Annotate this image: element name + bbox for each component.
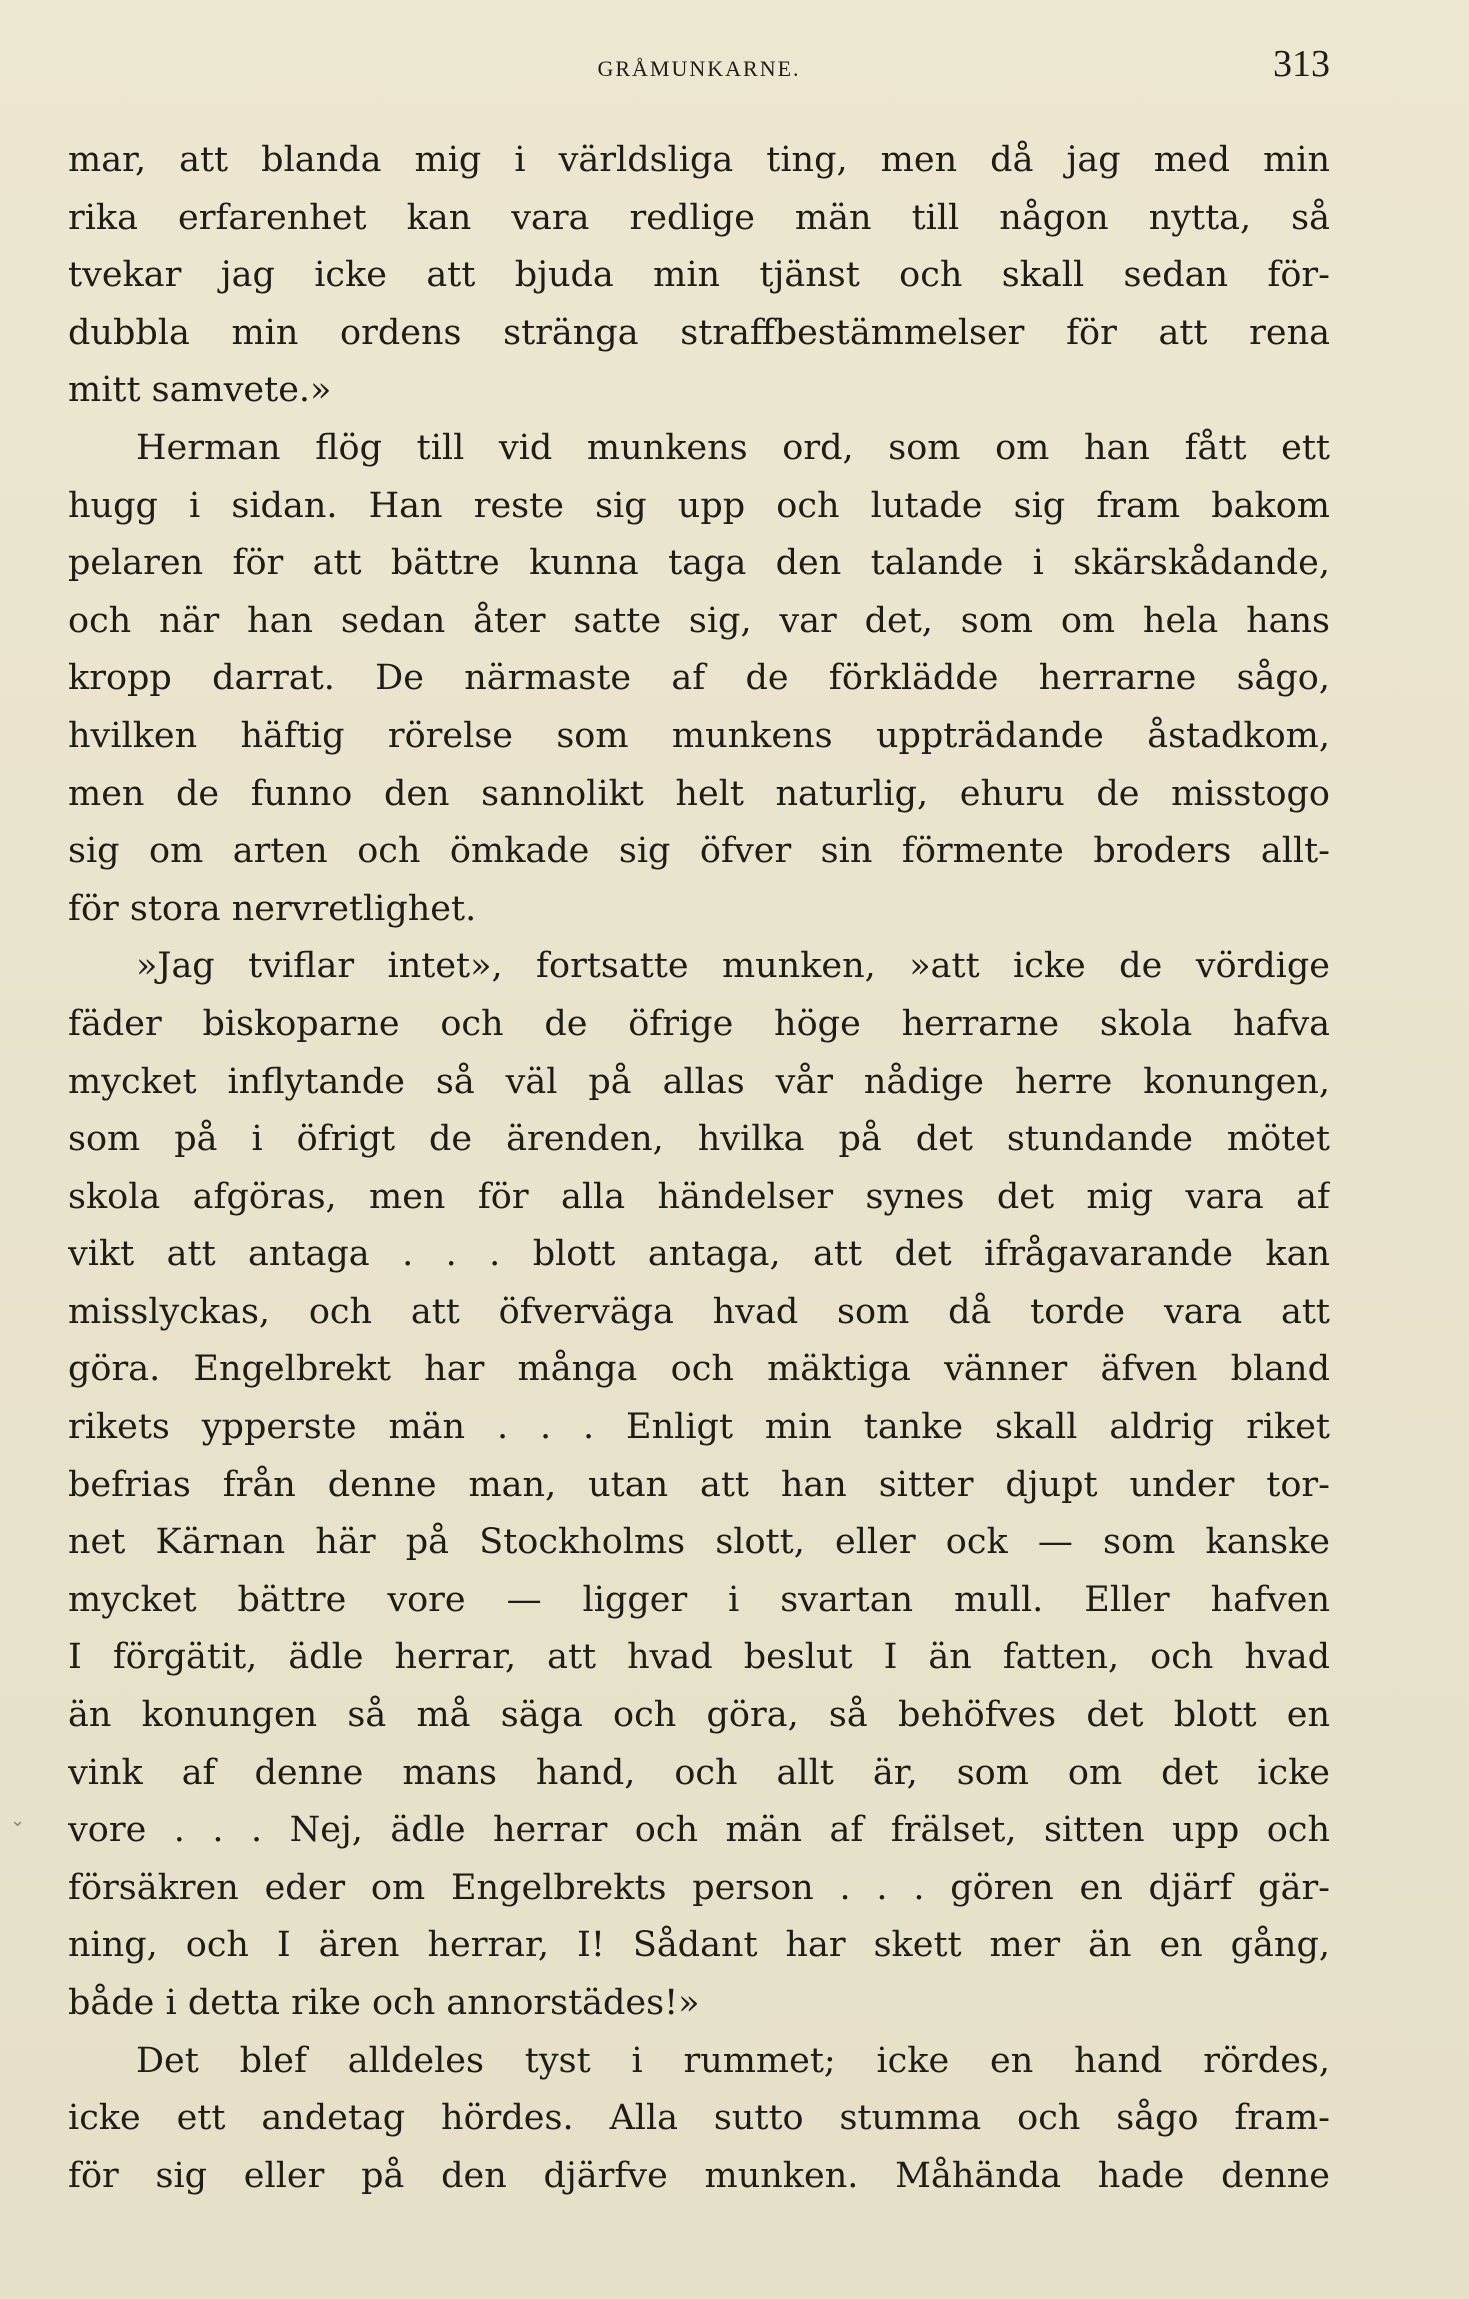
text-line: tvekar jag icke att bjuda min tjänst och skall sedan för- [68, 255, 1330, 296]
text-line: vikt att antaga . . . blott antaga, att det ifrågavarande kan [68, 1234, 1330, 1275]
text-line: rikets ypperste män . . . Enligt min tanke skall aldrig riket [68, 1407, 1330, 1448]
text-line: pelaren för att bättre kunna taga den talande i skärskådande, [68, 543, 1330, 584]
paragraph-end-line: både i detta rike och annorstädes!» [68, 1983, 700, 2023]
text-line: än konungen så må säga och göra, så behöfves det blott en [68, 1695, 1330, 1736]
text-line: ning, och I ären herrar, I! Sådant har skett mer än en gång, [68, 1925, 1330, 1966]
text-line: och när han sedan åter satte sig, var det, som om hela hans [68, 600, 1330, 641]
text-line: I förgätit, ädle herrar, att hvad beslut I än fatten, och hvad [68, 1637, 1330, 1678]
text-line: befrias från denne man, utan att han sitter djupt under tor- [68, 1464, 1330, 1505]
paragraph-end-line: för stora nervretlighet. [68, 888, 477, 929]
text-line: rika erfarenhet kan vara redlige män till någon nytta, så [68, 197, 1330, 238]
text-line: misslyckas, och att öfverväga hvad som då torde vara att [68, 1291, 1330, 1332]
text-line: vore . . . Nej, ädle herrar och män af frälset, sitten upp och [68, 1810, 1330, 1851]
paragraph-start-line: Herman flög till vid munkens ord, som om han fått ett [136, 427, 1330, 468]
paragraph-end-line: mitt samvete.» [68, 370, 332, 411]
text-line: skola afgöras, men för alla händelser synes det mig vara af [68, 1176, 1330, 1217]
paragraph-start-line: Det blef alldeles tyst i rummet; icke en hand rördes, [136, 2040, 1330, 2081]
text-line: som på i öfrigt de ärenden, hvilka på det stundande mötet [68, 1119, 1330, 1160]
text-line: kropp darrat. De närmaste af de förklädde herrarne sågo, [68, 658, 1330, 699]
text-line: sig om arten och ömkade sig öfver sin förmente broders allt- [68, 831, 1330, 872]
paragraph-start-line: »Jag tviflar intet», fortsatte munken, »att icke de vördige [136, 946, 1330, 987]
body-text [68, 132, 1330, 2205]
text-line: net Kärnan här på Stockholms slott, eller ock — som kanske [68, 1522, 1330, 1563]
text-line: hvilken häftig rörelse som munkens uppträdande åstadkom, [68, 715, 1330, 756]
text-line: mycket bättre vore — ligger i svartan mull. Eller hafven [68, 1579, 1330, 1620]
running-head [68, 42, 1330, 92]
text-line: men de funno den sannolikt helt naturlig, ehuru de misstogo [68, 773, 1330, 814]
page-number: 313 [1273, 43, 1330, 85]
text-line: försäkren eder om Engelbrekts person . . . gören en djärf gär- [68, 1867, 1330, 1908]
text-line: göra. Engelbrekt har många och mäktiga vänner äfven bland [68, 1349, 1330, 1390]
text-line: hugg i sidan. Han reste sig upp och lutade sig fram bakom [68, 485, 1330, 526]
text-line: icke ett andetag hördes. Alla sutto stumma och sågo fram- [68, 2098, 1330, 2139]
text-line: mar, att blanda mig i världsliga ting, men då jag med min [68, 140, 1330, 180]
text-line: vink af denne mans hand, och allt är, som om det icke [68, 1752, 1330, 1793]
text-line: fäder biskoparne och de öfrige höge herrarne skola hafva [68, 1003, 1330, 1044]
text-line: mycket inflytande så väl på allas vår nådige herre konungen, [68, 1061, 1330, 1102]
text-line: för sig eller på den djärfve munken. Måhända hade denne [68, 2155, 1330, 2196]
text-line: dubbla min ordens stränga straffbestämmelser för att rena [68, 312, 1330, 353]
running-title: GRÅMUNKARNE. [597, 56, 801, 81]
margin-tick-mark: ⌄ [10, 1810, 26, 1831]
